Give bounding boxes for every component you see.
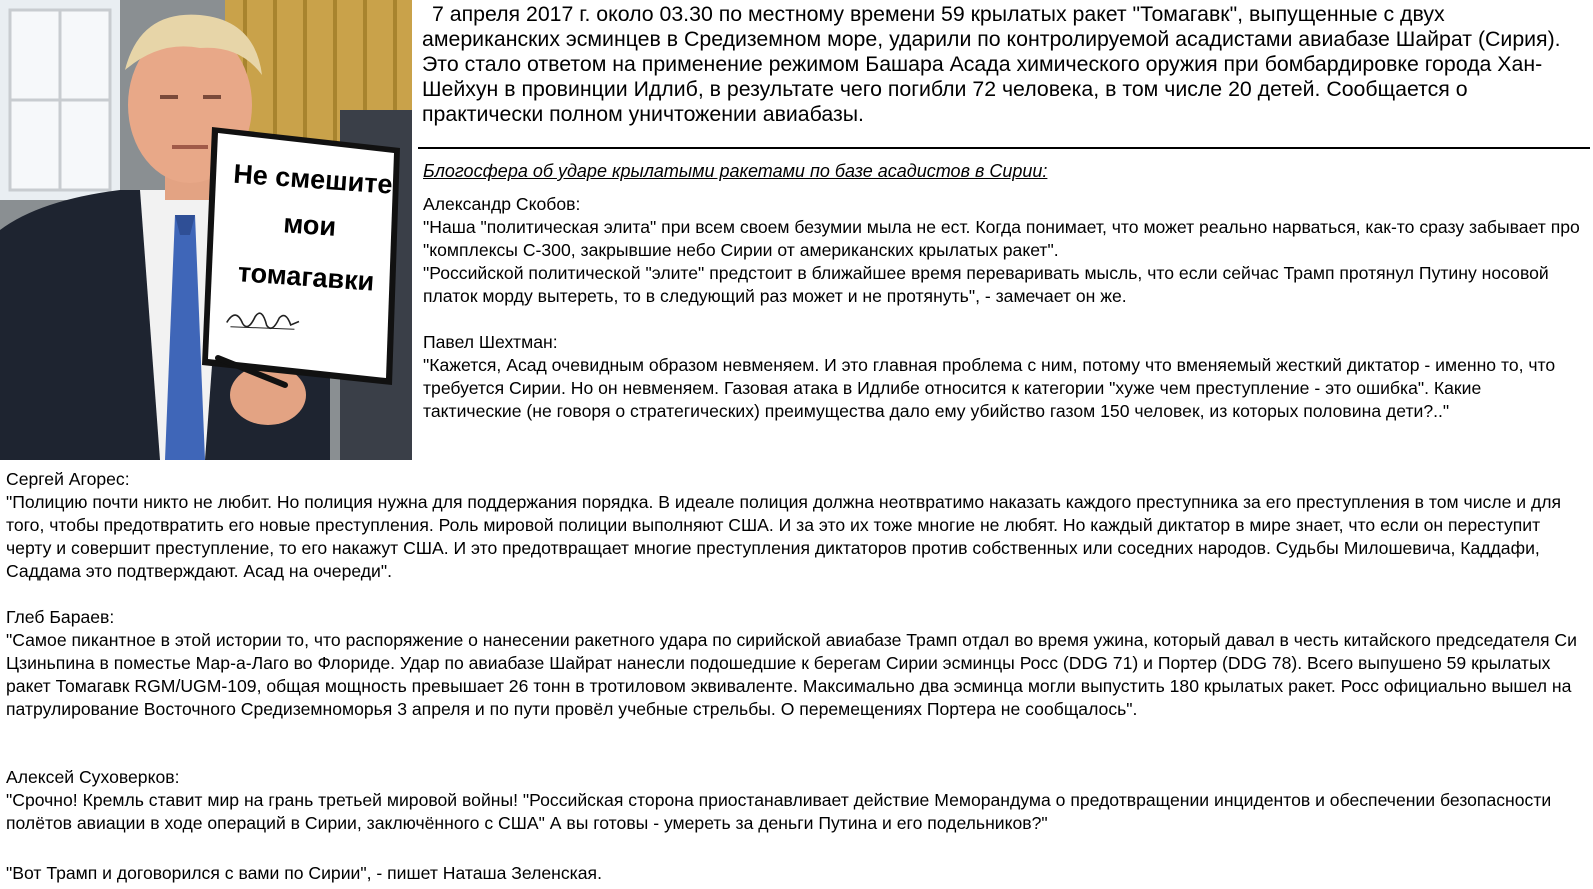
closing-text: "Вот Трамп и договорился с вами по Сирии", - пишет Наташа Зеленская.	[6, 863, 602, 883]
quote-author: Александр Скобов:	[423, 194, 581, 214]
photo-trump-holding-sign	[0, 0, 412, 460]
quote-block	[6, 468, 1588, 583]
quote-block	[423, 193, 1583, 308]
closing-block	[6, 862, 1588, 885]
quote-block	[423, 331, 1583, 423]
sign-line: томагавки	[236, 257, 376, 297]
quote-block	[6, 606, 1588, 721]
sign-line: Не смешите	[232, 158, 394, 200]
quote-text: "Российской политической "элите" предстоит в ближайшее время переваривать мысль, что если сейчас Трамп протянул Путину носовой платок морду вытереть, то в следующий раз может и не протянуть", - замечает он же.	[423, 263, 1549, 306]
quote-text: "Самое пикантное в этой истории то, что распоряжение о нанесении ракетного удара по сирийской авиабазе Трамп отдал во время ужина, который давал в честь китайского председателя Си Цзиньпина в поместье Мар-а-Лаго во Флориде. Удар по авиабазе Шайрат нанесли подошедшие к берегам Сирии эсминцы Росс (DDG 71) и Портер (DDG 78). Всего выпушено 59 крылатых ракет Томагавк RGM/UGM-109, общая мощность превышает 26 тонн в тротиловом эквиваленте. Максимально два эсминца могли выпустить 180 крылатых ракет. Росс официально вышел на патрулирование Восточного Средиземноморья 3 апреля и по пути провёл учебные стрельбы. О перемещениях Портера не сообщалось".	[6, 630, 1577, 719]
lead-paragraph: 7 апреля 2017 г. около 03.30 по местному времени 59 крылатых ракет "Томагавк", выпущенные с двух американских эсминцев в Средиземном море, ударили по контролируемой асадистами авиабазе Шайрат (Сирия). Это стало ответом на применение режимом Башара Асада химического оружия при бомбардировке города Хан-Шейхун в провинции Идлиб, в результате чего погибли 72 человека, в том числе 20 детей. Сообщается о практически полном уничтожении авиабазы.	[422, 2, 1561, 126]
quote-text: "Кажется, Асад очевидным образом невменяем. И это главная проблема с ним, потому что вменяемый жесткий диктатор - именно то, что требуется Сирии. Но он невменяем. Газовая атака в Идлибе относится к категории "хуже чем преступление - это ошибка". Какие тактические (не говоря о стратегических) преимущества дало ему убийство газом 150 человек, из которых половина дети?.."	[423, 355, 1556, 421]
sign-text-block	[222, 155, 394, 346]
quote-text: "Срочно! Кремль ставит мир на грань третьей мировой войны! "Российская сторона приостанавливает действие Меморандума о предотвращении инцидентов и обеспечении безопасности полётов авиации в ходе операций в Сирии, заключённого с США" А вы готовы - умереть за деньги Путина и его подельников?"	[6, 790, 1552, 833]
sign-line: мои	[282, 208, 338, 242]
quote-author: Глеб Бараев:	[6, 607, 115, 627]
blogosphere-heading: Блогосфера об ударе крылатыми ракетами по базе асадистов в Сирии:	[423, 161, 1048, 181]
signature-icon	[222, 300, 304, 339]
divider-line	[418, 147, 1590, 149]
quote-author: Алексей Суховерков:	[6, 767, 180, 787]
quote-author: Павел Шехтман:	[423, 332, 558, 352]
quote-text: "Полицию почти никто не любит. Но полиция нужна для поддержания порядка. В идеале полиция должна неотвратимо наказать каждого преступника за его преступления в том числе и для того, чтобы предотвратить его новые преступления. Роль мировой полиции выполняют США. И за это их тоже многие не любят. Но каждый диктатор в мире знает, что если он переступит черту и совершит преступление, то его накажут США. И это предотвращает многие преступления диктаторов против собственных или соседних народов. Судьбы Милошевича, Каддафи, Саддама это подтверждают. Асад на очереди".	[6, 492, 1562, 581]
quote-author: Сергей Агорес:	[6, 469, 130, 489]
quote-text: "Наша "политическая элита" при всем своем безумии мыла не ест. Когда понимает, что может реально нарваться, как-то сразу забывает про "комплексы С-300, закрывшие небо Сирии от американских крылатых ракет".	[423, 217, 1580, 260]
quote-block	[6, 766, 1588, 835]
